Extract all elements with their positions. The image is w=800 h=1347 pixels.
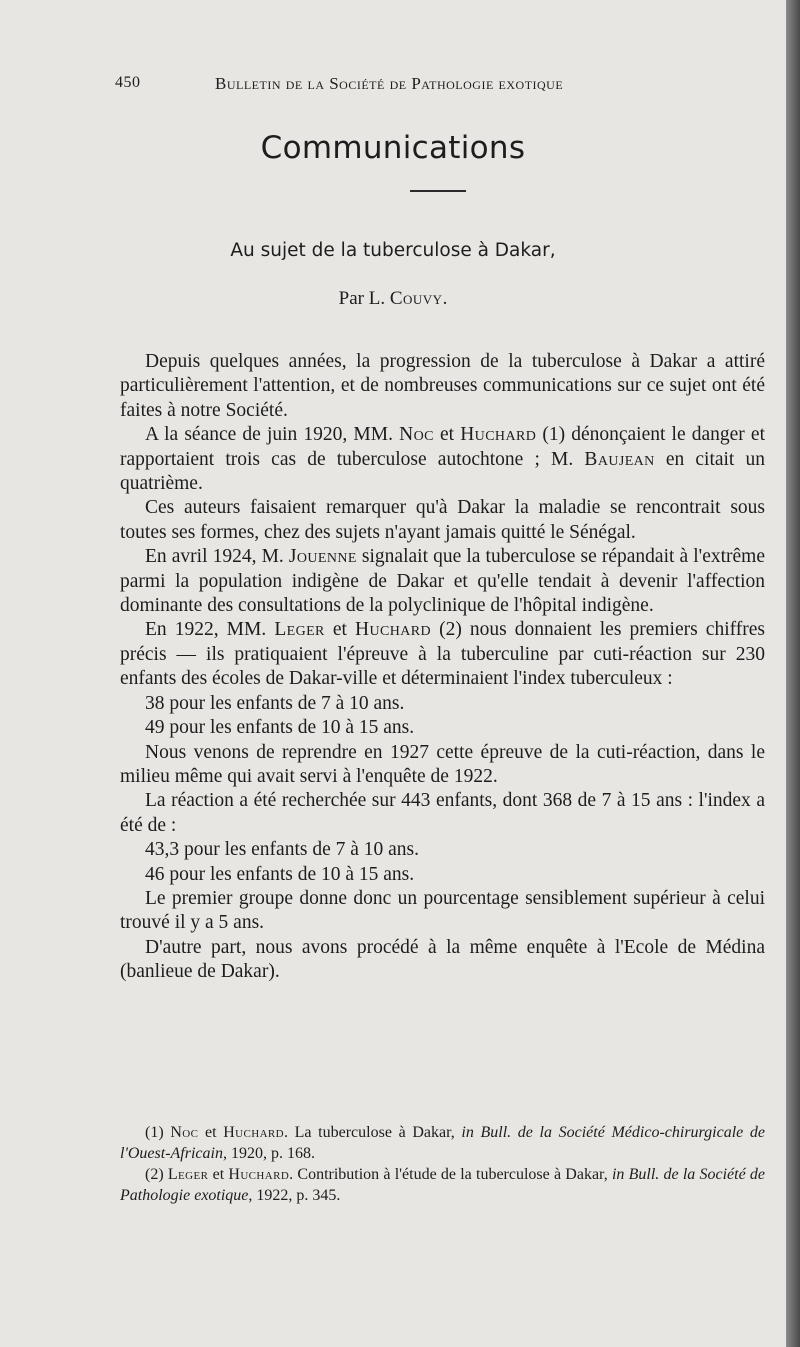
article-body <box>120 350 765 985</box>
p5-text-a: En 1922, MM. <box>145 619 275 641</box>
article-title: Au sujet de la tuberculose à Dakar, <box>230 240 556 261</box>
paragraph-1: Depuis quelques années, la progression de la tuberculose à Dakar a attiré particulièrement l'attention, et de nombreuses communications sur ce sujet ont été faites à notre Société. <box>120 351 765 421</box>
section-title: Communications <box>260 130 526 166</box>
footnote-2-and: et <box>208 1166 229 1183</box>
footnote-2-ref: , 1922, p. 345. <box>248 1187 341 1204</box>
footnote-2-journal: in Bull. de la Société de Pathologie exotique <box>120 1166 765 1204</box>
footnote-2 <box>120 1164 765 1206</box>
paragraph-7: La réaction a été recherchée sur 443 enfants, dont 368 de 7 à 15 ans : l'index a été de : <box>120 790 765 836</box>
paragraph-8: Le premier groupe donne donc un pourcentage sensiblement supérieur à celui trouvé il y a 5 ans. <box>120 887 765 934</box>
value-line-4: 46 pour les enfants de 10 à 15 ans. <box>145 863 415 885</box>
author-leger: Leger <box>274 619 325 641</box>
p5-text-b: et <box>324 619 355 641</box>
p2-text-d: en citait un quatrième. <box>120 448 765 495</box>
author-noc: Noc <box>399 424 434 446</box>
paragraph-4 <box>120 545 765 618</box>
footnote-2-author-2: Huchard <box>228 1166 290 1183</box>
author-huchard-2: Huchard <box>355 619 431 641</box>
p2-text-c: (1) dénonçaient le danger et rapportaient trois cas de tuberculose autochtone ; M. <box>120 424 765 470</box>
footnote-2-number: (2) <box>145 1166 168 1183</box>
footnote-2-author-1: Leger <box>167 1166 209 1183</box>
footnotes <box>120 1122 765 1206</box>
value-line-3: 43,3 pour les enfants de 7 à 10 ans. <box>145 839 420 861</box>
byline <box>0 288 786 310</box>
byline-author: Couvy <box>389 288 443 309</box>
value-line-2: 49 pour les enfants de 10 à 15 ans. <box>145 717 415 739</box>
title-rule <box>410 190 466 192</box>
value-line-1: 38 pour les enfants de 7 à 10 ans. <box>145 692 405 714</box>
footnote-1-journal: in Bull. de la Société Médico-chirurgicale de l'Ouest-Africain <box>120 1124 766 1162</box>
p2-text-b: et <box>433 424 461 446</box>
page-number: 450 <box>115 74 141 91</box>
paragraph-2 <box>120 423 765 496</box>
p4-text-a: En avril 1924, M. <box>145 546 289 568</box>
p2-text-a: A la séance de juin 1920, MM. <box>145 424 400 446</box>
author-jouenne: Jouenne <box>288 546 357 568</box>
paragraph-5 <box>120 618 765 691</box>
footnote-1-ref: , 1920, p. 168. <box>222 1145 315 1162</box>
footnote-1-text: . La tuberculose à Dakar, <box>284 1124 462 1141</box>
running-title: Bulletin de la Société de Pathologie exotique <box>215 74 564 93</box>
author-baujean: Baujean <box>584 448 655 470</box>
footnote-1-number: (1) <box>145 1124 171 1141</box>
footnote-1-author-1: Noc <box>170 1124 199 1141</box>
page-edge-shadow <box>786 0 800 1347</box>
footnote-2-text: . Contribution à l'étude de la tuberculose à Dakar, <box>289 1166 612 1183</box>
paragraph-9: D'autre part, nous avons procédé à la même enquête à l'Ecole de Médina (banlieue de Dakar). <box>120 936 765 983</box>
p4-text-b: signalait que la tuberculose se répandait à l'extrême parmi la population indigène de Dakar et qu'elle tendait à devenir l'affection dominante des consultations de la polyclinique de l'hôpital indigène. <box>120 546 765 617</box>
footnote-1-and: et <box>198 1124 224 1141</box>
paragraph-3: Ces auteurs faisaient remarquer qu'à Dakar la maladie se rencontrait sous toutes ses formes, chez des sujets n'ayant jamais quitté le Sénégal. <box>120 497 765 543</box>
footnote-1 <box>120 1122 765 1164</box>
p5-text-c: (2) nous donnaient les premiers chiffres précis — ils pratiquaient l'épreuve à la tuberculine par cuti-réaction sur 230 enfants des écoles de Dakar-ville et déterminaient l'index tuberculeux : <box>120 619 765 690</box>
author-huchard: Huchard <box>460 424 537 446</box>
footnote-1-author-2: Huchard <box>223 1124 285 1141</box>
byline-suffix: . <box>442 288 448 309</box>
paragraph-6: Nous venons de reprendre en 1927 cette épreuve de la cuti-réaction, dans le milieu même qui avait servi à l'enquête de 1922. <box>120 741 765 787</box>
byline-prefix: Par L. <box>338 288 390 309</box>
